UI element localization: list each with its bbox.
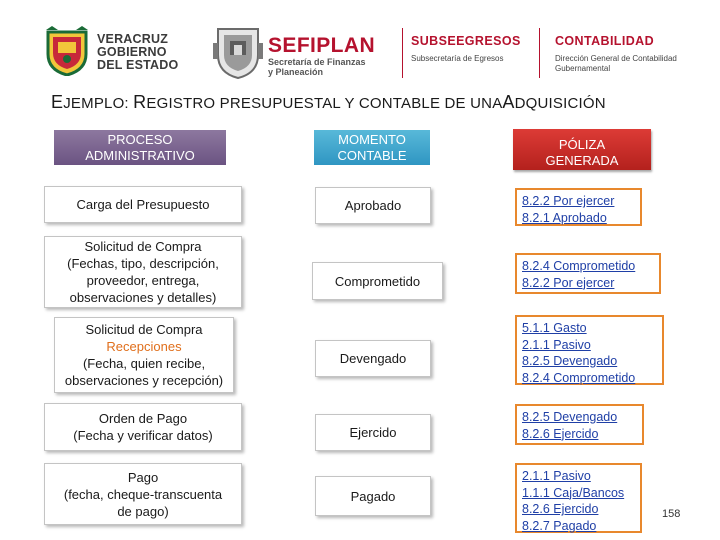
header-divider — [402, 28, 403, 78]
poliza-link[interactable]: 2.1.1 Pasivo — [522, 337, 591, 352]
poliza-box-comprometido — [515, 253, 661, 294]
poliza-link[interactable]: 2.1.1 Pasivo — [522, 469, 591, 483]
proceso-box-pago — [44, 463, 242, 525]
poliza-box-devengado — [515, 315, 664, 385]
header-line: ADMINISTRATIVO — [85, 147, 195, 163]
momento-box-ejercido — [315, 414, 431, 451]
veracruz-logo-text — [97, 33, 178, 72]
poliza-link[interactable]: 8.2.1 Aprobado — [522, 210, 607, 225]
poliza-link[interactable]: 8.2.5 Devengado — [522, 410, 618, 424]
title-initial: E — [51, 92, 64, 112]
poliza-box-aprobado — [515, 188, 642, 226]
sefiplan-sub-line: Secretaría de Finanzas — [268, 57, 366, 67]
header-poliza-generada — [513, 129, 651, 170]
poliza-link[interactable]: 8.2.7 Pagado — [522, 518, 597, 533]
poliza-box-pagado — [515, 463, 642, 533]
sefiplan-subtitle — [268, 57, 366, 77]
veracruz-line: DEL ESTADO — [97, 58, 179, 72]
momento-box-aprobado — [315, 187, 431, 224]
header-line: MOMENTO — [338, 131, 406, 147]
header-line: PROCESO — [107, 131, 173, 147]
poliza-link[interactable]: 8.2.4 Comprometido — [522, 259, 636, 273]
poliza-link[interactable]: 8.2.5 Devengado — [522, 354, 618, 368]
header-divider — [539, 28, 540, 78]
proceso-title: Carga del Presupuesto — [76, 197, 210, 212]
proceso-box-solicitud-compra — [44, 236, 242, 308]
title-text: DQUISICIÓN — [514, 95, 606, 112]
subsecretaria-subtitle: Subsecretaría de Egresos — [411, 54, 504, 63]
contabilidad-sub-line: Gubernamental — [555, 64, 611, 73]
title-initial: A — [502, 92, 515, 112]
subsecretaria-title: SUBSEEGRESOS — [411, 34, 521, 48]
momento-box-devengado — [315, 340, 431, 377]
poliza-link[interactable]: 5.1.1 Gasto — [522, 321, 587, 335]
header-line: CONTABLE — [337, 147, 407, 163]
proceso-title: Solicitud de Compra — [84, 239, 202, 254]
contabilidad-title: CONTABILIDAD — [555, 34, 655, 48]
momento-box-comprometido — [312, 262, 443, 300]
proceso-detail: observaciones y detalles) — [69, 290, 217, 305]
veracruz-line: GOBIERNO — [97, 45, 167, 59]
momento-label: Comprometido — [334, 273, 421, 289]
header-momento-contable — [314, 130, 430, 165]
page-number: 158 — [662, 508, 681, 520]
poliza-link[interactable]: 8.2.6 Ejercido — [522, 426, 599, 441]
momento-box-pagado — [315, 476, 431, 516]
poliza-link[interactable]: 8.2.2 Por ejercer — [522, 275, 615, 290]
proceso-detail: (Fechas, tipo, descripción, — [67, 256, 219, 271]
proceso-box-orden-pago — [44, 403, 242, 451]
sefiplan-title: SEFIPLAN — [268, 34, 376, 57]
contabilidad-subtitle — [555, 54, 677, 74]
proceso-title: Orden de Pago — [98, 411, 188, 426]
proceso-detail: observaciones y recepción) — [64, 373, 224, 388]
header-line: GENERADA — [545, 152, 619, 168]
momento-label: Ejercido — [349, 425, 397, 440]
header-line: PÓLIZA — [558, 136, 606, 152]
momento-label: Pagado — [350, 488, 396, 504]
veracruz-line: VERACRUZ — [97, 32, 169, 46]
poliza-link[interactable]: 8.2.6 Ejercido — [522, 502, 599, 516]
proceso-detail: de pago) — [117, 503, 169, 519]
proceso-detail: (fecha, cheque-transcuenta — [63, 486, 223, 502]
veracruz-shield-logo — [44, 26, 90, 76]
title-text: EGISTRO PRESUPUESTAL Y CONTABLE DE UNA — [146, 95, 503, 112]
page-title — [51, 92, 606, 113]
proceso-detail: proveedor, entrega, — [86, 273, 200, 288]
poliza-box-ejercido — [515, 404, 644, 445]
proceso-detail: (Fecha, quien recibe, — [82, 356, 206, 371]
sefiplan-emblem — [213, 25, 263, 79]
momento-label: Devengado — [339, 351, 407, 366]
proceso-detail: (Fecha y verificar datos) — [73, 428, 213, 443]
poliza-link[interactable]: 8.2.4 Comprometido — [522, 370, 636, 385]
proceso-title: Pago — [127, 469, 159, 485]
header-proceso-administrativo — [54, 130, 226, 165]
sefiplan-sub-line: y Planeación — [268, 67, 324, 77]
proceso-box-carga-presupuesto — [44, 186, 242, 223]
proceso-highlight: Recepciones — [106, 339, 182, 354]
poliza-link[interactable]: 8.2.2 Por ejercer — [522, 194, 615, 208]
proceso-title: Solicitud de Compra — [85, 322, 203, 337]
title-text: JEMPLO: — [63, 95, 134, 112]
proceso-box-solicitud-recepciones — [54, 317, 234, 393]
poliza-link[interactable]: 1.1.1 Caja/Bancos — [522, 485, 625, 500]
title-initial: R — [133, 92, 147, 112]
contabilidad-sub-line: Dirección General de Contabilidad — [555, 54, 677, 63]
momento-label: Aprobado — [344, 198, 402, 213]
